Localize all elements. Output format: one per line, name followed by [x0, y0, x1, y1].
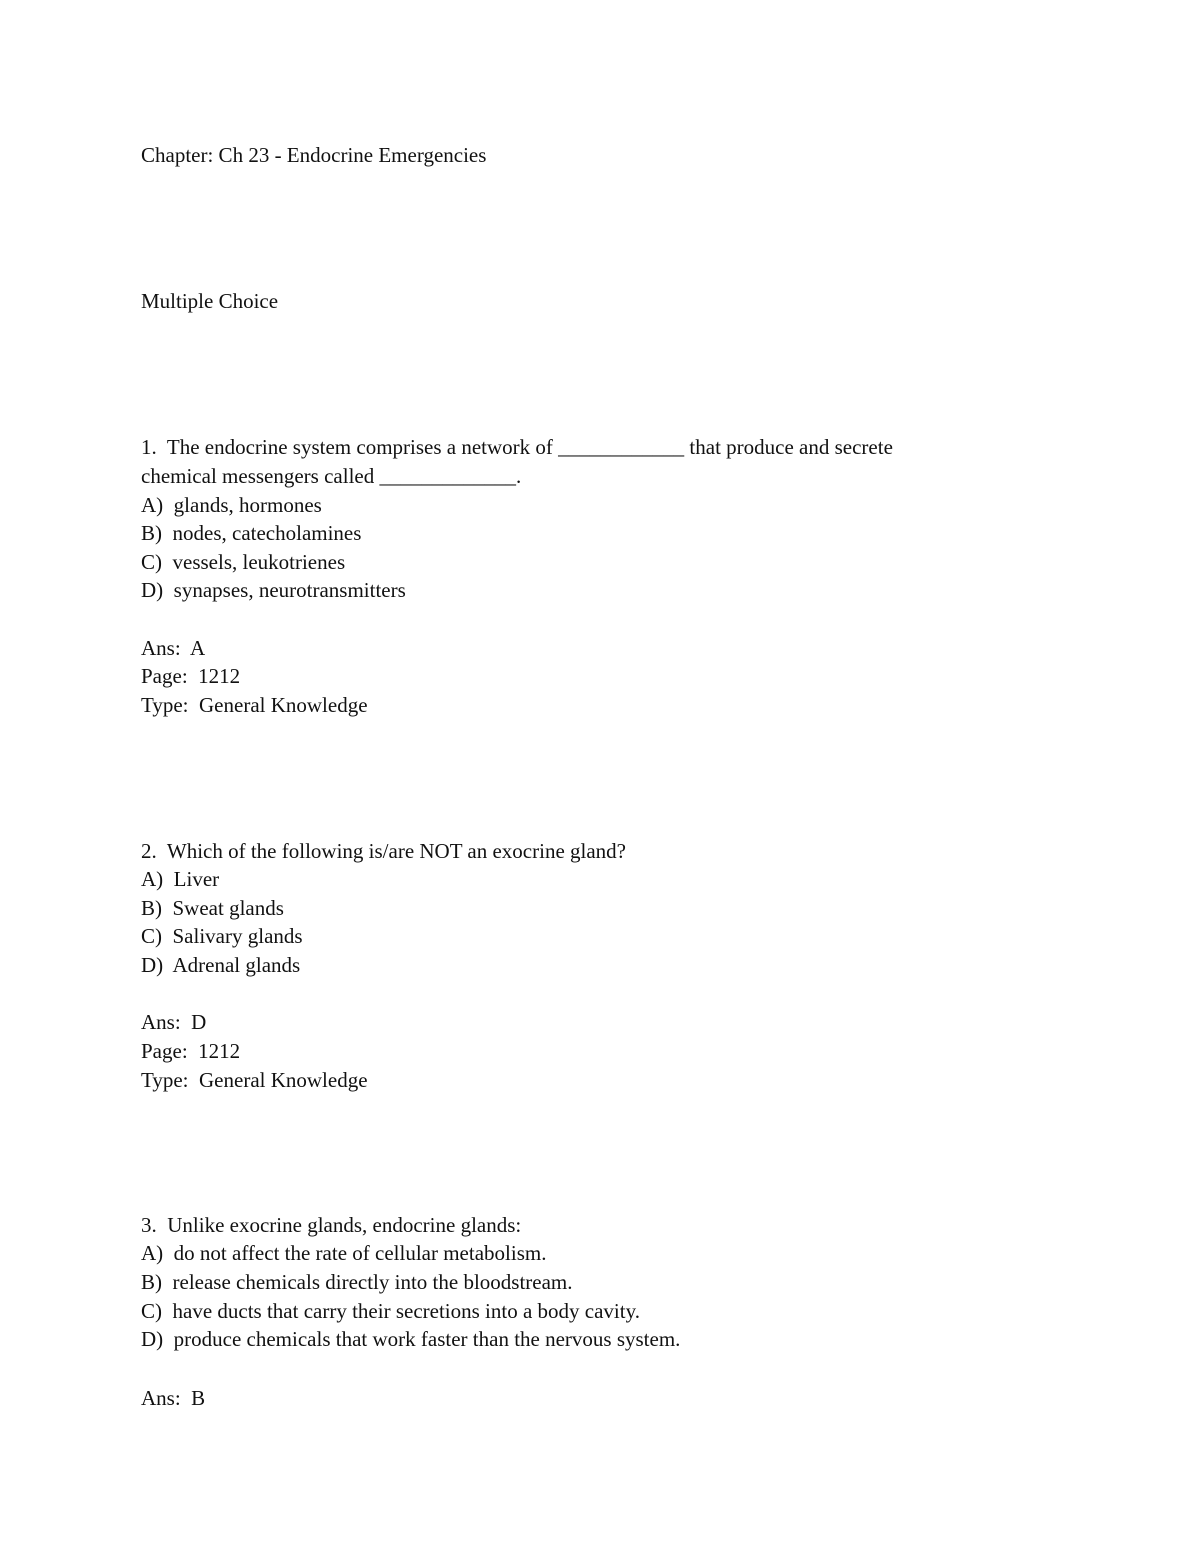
- option-c: C) Salivary glands: [141, 924, 303, 948]
- page-reference: Page: 1212: [141, 1039, 241, 1063]
- question-type: Type: General Knowledge: [141, 693, 368, 717]
- question-type: Type: General Knowledge: [141, 1068, 368, 1092]
- question-stem-line: 2. Which of the following is/are NOT an exocrine gland?: [141, 839, 626, 863]
- section-heading: Multiple Choice: [141, 289, 279, 313]
- option-d: D) produce chemicals that work faster than the nervous system.: [141, 1327, 681, 1351]
- option-a: A) Liver: [141, 867, 220, 891]
- option-a: A) do not affect the rate of cellular metabolism.: [141, 1241, 547, 1265]
- question-stem-line: 3. Unlike exocrine glands, endocrine glands:: [141, 1213, 522, 1237]
- question-stem-line: chemical messengers called _____________.: [141, 464, 522, 488]
- page-reference: Page: 1212: [141, 664, 241, 688]
- option-d: D) Adrenal glands: [141, 953, 301, 977]
- option-c: C) vessels, leukotrienes: [141, 550, 346, 574]
- answer: Ans: A: [141, 636, 206, 660]
- option-d: D) synapses, neurotransmitters: [141, 578, 406, 602]
- option-c: C) have ducts that carry their secretions into a body cavity.: [141, 1299, 640, 1323]
- answer: Ans: D: [141, 1010, 207, 1034]
- question-stem-line: 1. The endocrine system comprises a network of ____________ that produce and secrete: [141, 435, 893, 459]
- option-b: B) release chemicals directly into the bloodstream.: [141, 1270, 573, 1294]
- chapter-heading: Chapter: Ch 23 - Endocrine Emergencies: [141, 143, 487, 167]
- option-b: B) Sweat glands: [141, 896, 284, 920]
- option-a: A) glands, hormones: [141, 493, 322, 517]
- option-b: B) nodes, catecholamines: [141, 521, 362, 545]
- answer: Ans: B: [141, 1386, 206, 1410]
